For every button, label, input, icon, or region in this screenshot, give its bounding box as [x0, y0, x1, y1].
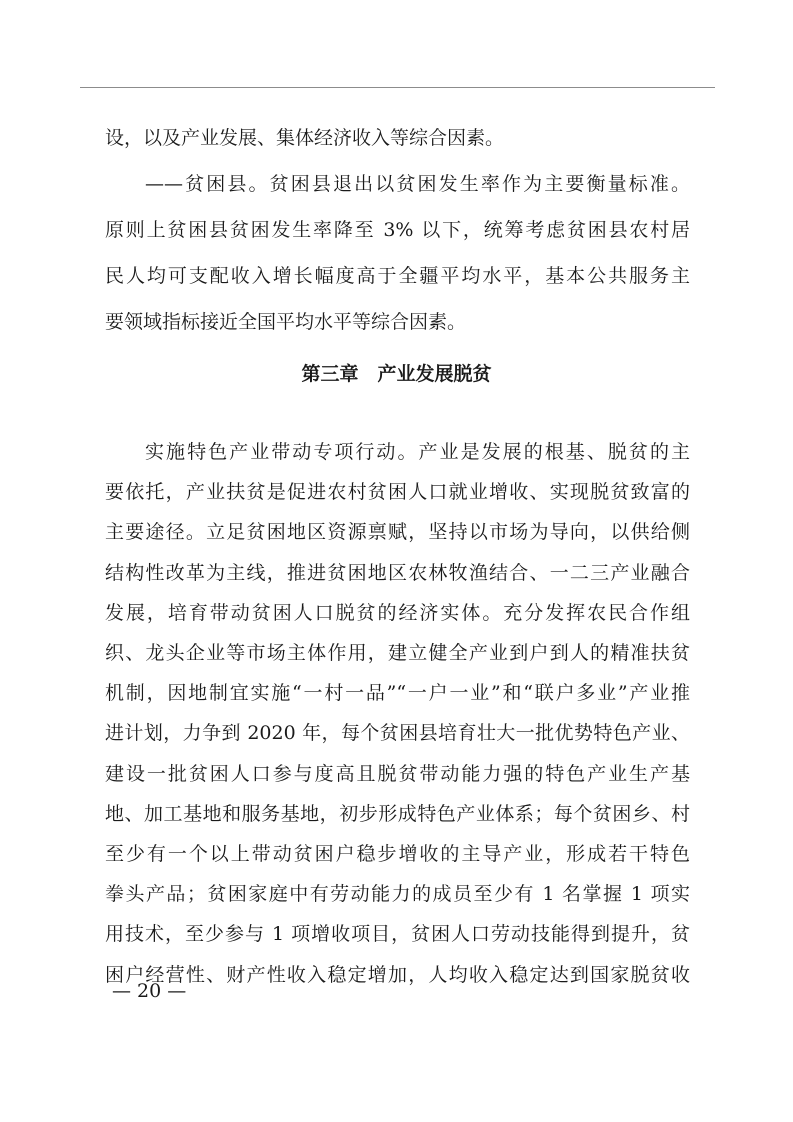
- text-line: 原则上贫困县贫困发生率降至 3% 以下，统筹考虑贫困县农村居: [105, 219, 690, 241]
- text-line: 发展，培育带动贫困人口脱贫的经济实体。充分发挥农民合作组: [105, 602, 690, 624]
- text-line: 要领域指标接近全国平均水平等综合因素。: [105, 311, 467, 333]
- text-line: 机制，因地制宜实施“一村一品”“一户一业”和“联户多业”产业推: [105, 682, 690, 704]
- text-line: 结构性改革为主线，推进贫困地区农林牧渔结合、一二三产业融合: [105, 562, 690, 584]
- text-line: 地、加工基地和服务基地，初步形成特色产业体系；每个贫困乡、村: [105, 803, 690, 825]
- text-line: ——贫困县。贫困县退出以贫困发生率作为主要衡量标准。: [145, 173, 690, 195]
- text-line: 织、龙头企业等市场主体作用，建立健全产业到户到人的精准扶贫: [105, 642, 690, 664]
- text-line: 建设一批贫困人口参与度高且脱贫带动能力强的特色产业生产基: [105, 763, 690, 785]
- text-line: 设，以及产业发展、集体经济收入等综合因素。: [105, 127, 505, 149]
- text-line: 进计划，力争到 2020 年，每个贫困县培育壮大一批优势特色产业、: [105, 722, 690, 744]
- header-rule: [80, 87, 715, 88]
- chapter-title: 第三章 产业发展脱贫: [301, 363, 492, 385]
- text-line: 拳头产品；贫困家庭中有劳动能力的成员至少有 1 名掌握 1 项实: [105, 883, 690, 905]
- text-line: 实施特色产业带动专项行动。产业是发展的根基、脱贫的主: [145, 441, 690, 463]
- text-line: 主要途径。立足贫困地区资源禀赋，坚持以市场为导向，以供给侧: [105, 521, 690, 543]
- text-line: 至少有一个以上带动贫困户稳步增收的主导产业，形成若干特色: [105, 843, 690, 865]
- text-line: 要依托，产业扶贫是促进农村贫困人口就业增收、实现脱贫致富的: [105, 481, 690, 503]
- text-line: 民人均可支配收入增长幅度高于全疆平均水平，基本公共服务主: [105, 265, 690, 287]
- page-number: — 20 —: [112, 980, 187, 1002]
- text-line: 用技术，至少参与 1 项增收项目，贫困人口劳动技能得到提升，贫: [105, 923, 690, 945]
- text-line: 困户经营性、财产性收入稳定增加，人均收入稳定达到国家脱贫收: [105, 964, 690, 986]
